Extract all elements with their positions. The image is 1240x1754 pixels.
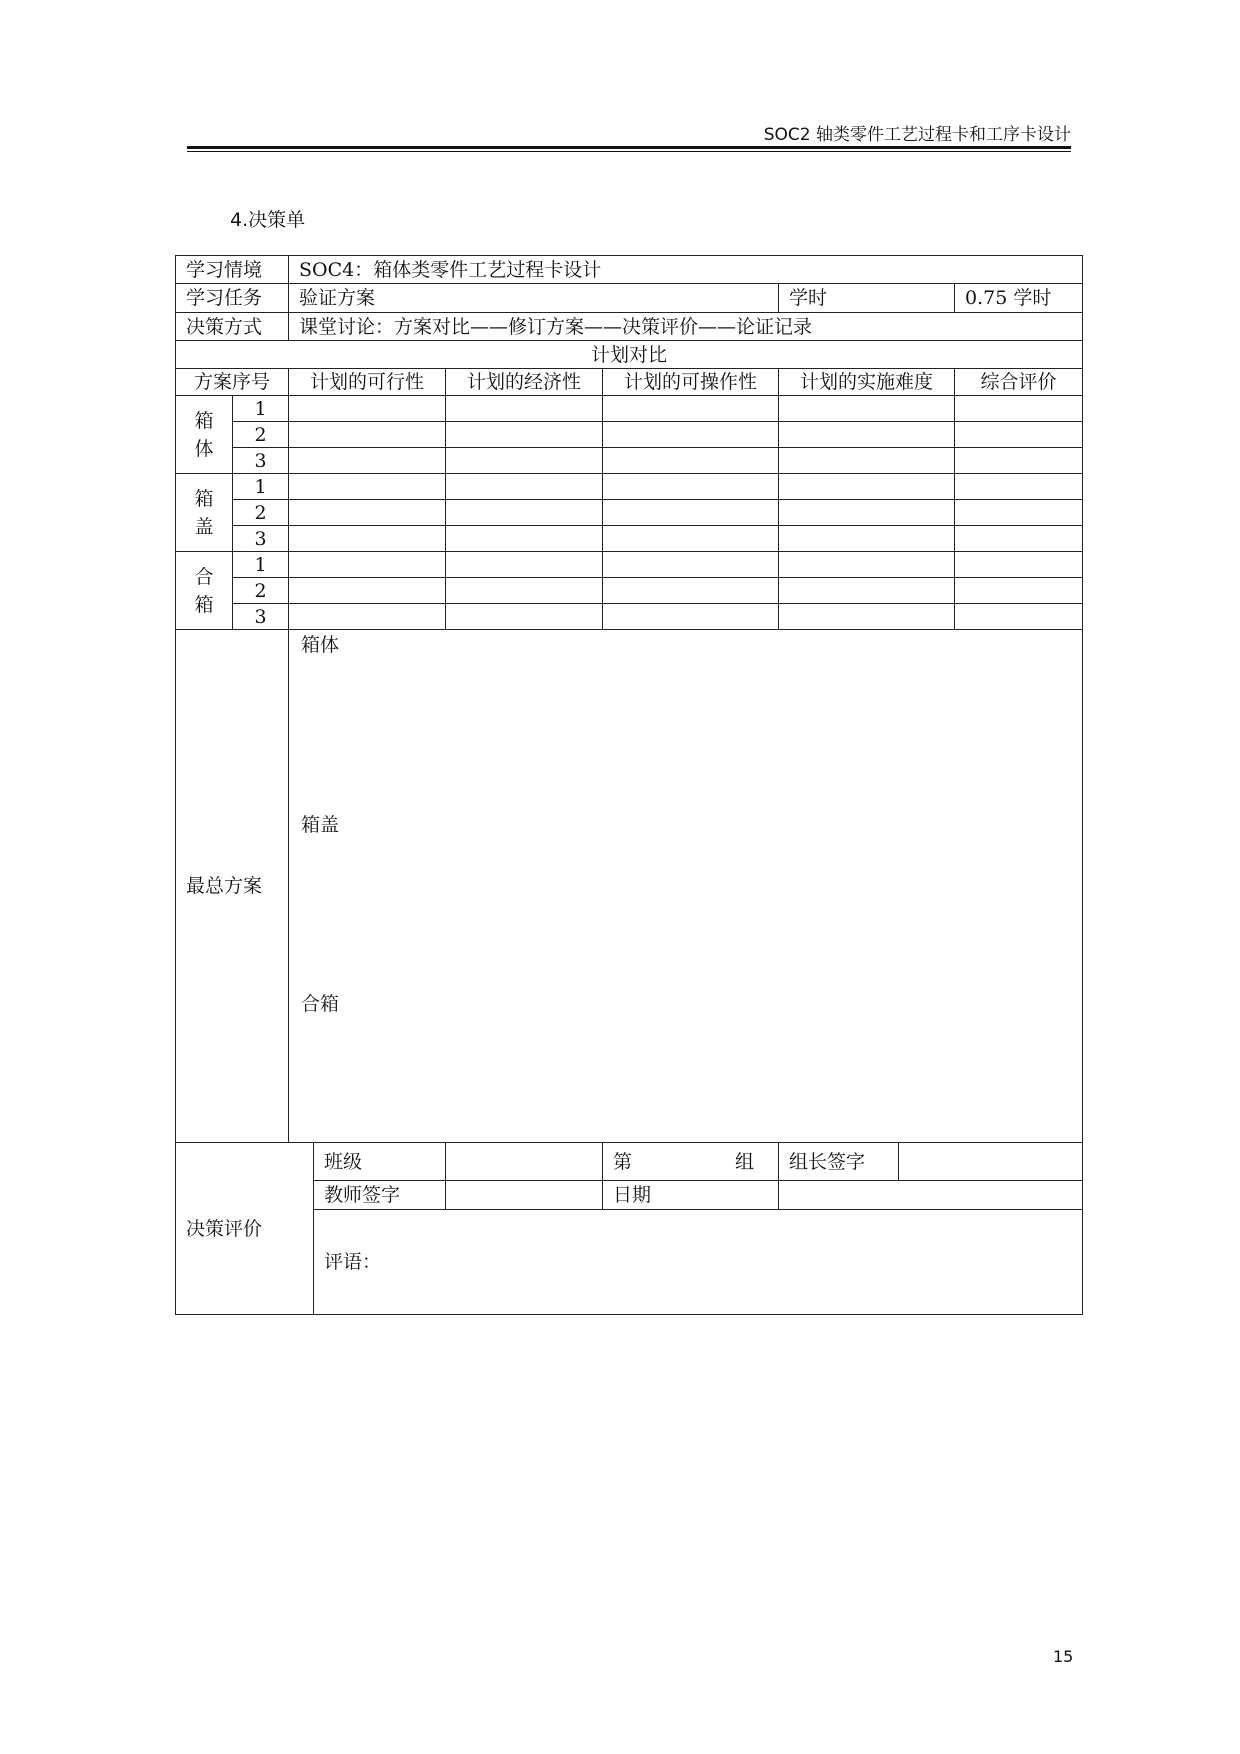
situation-value: SOC4：箱体类零件工艺过程卡设计 <box>289 256 1083 284</box>
group-label-box <box>176 474 233 552</box>
cell-difficulty <box>779 422 955 448</box>
cell-difficulty <box>779 526 955 552</box>
group-char: 箱 <box>194 409 214 432</box>
table-row <box>176 396 1083 422</box>
situation-row <box>176 256 1083 284</box>
group-label-box <box>176 396 233 474</box>
task-row <box>176 284 1083 313</box>
cell-operability <box>603 552 779 578</box>
final-item-cover: 箱盖 <box>301 814 340 836</box>
cell-feasibility <box>289 500 446 526</box>
cell-operability <box>603 578 779 604</box>
method-label: 决策方式 <box>176 313 289 341</box>
table-row <box>176 422 1083 448</box>
group-label-box <box>176 552 233 630</box>
teacher-sign-field[interactable] <box>446 1181 603 1210</box>
table-row <box>176 474 1083 500</box>
cell-overall <box>955 474 1083 500</box>
group-label-b: 组 <box>735 1150 755 1173</box>
cell-feasibility <box>289 474 446 500</box>
final-plan-area <box>289 630 1083 1143</box>
column-header-row <box>176 369 1083 396</box>
table-row <box>176 500 1083 526</box>
situation-label: 学习情境 <box>176 256 289 284</box>
cell-feasibility <box>289 526 446 552</box>
cell-feasibility <box>289 448 446 474</box>
row-number: 2 <box>233 422 289 448</box>
comment-area[interactable] <box>314 1210 1083 1315</box>
compare-title: 计划对比 <box>176 341 1083 369</box>
cell-difficulty <box>779 552 955 578</box>
method-value: 课堂讨论：方案对比——修订方案——决策评价——论证记录 <box>289 313 1083 341</box>
task-value: 验证方案 <box>289 284 779 313</box>
date-field[interactable] <box>779 1181 1083 1210</box>
header-rule-thick <box>187 146 1071 149</box>
column-header: 计划的可操作性 <box>603 369 779 396</box>
group-char: 合 <box>194 565 214 588</box>
section-title: 4.决策单 <box>230 209 306 231</box>
row-number: 3 <box>233 448 289 474</box>
cell-overall <box>955 578 1083 604</box>
compare-title-row <box>176 341 1083 369</box>
table-row <box>176 448 1083 474</box>
group-char: 体 <box>194 437 214 460</box>
hours-value: 0.75 学时 <box>955 284 1083 313</box>
eval-row-1 <box>176 1143 1083 1181</box>
cell-operability <box>603 422 779 448</box>
row-number: 1 <box>233 474 289 500</box>
cell-economy <box>446 396 603 422</box>
decision-form-table <box>175 255 1083 1315</box>
group-char: 箱 <box>194 487 214 510</box>
cell-economy <box>446 604 603 630</box>
row-number: 3 <box>233 604 289 630</box>
cell-operability <box>603 526 779 552</box>
cell-overall <box>955 396 1083 422</box>
group-char: 盖 <box>194 515 214 538</box>
eval-label: 决策评价 <box>176 1143 314 1315</box>
cell-economy <box>446 526 603 552</box>
cell-feasibility <box>289 396 446 422</box>
final-plan-label: 最总方案 <box>176 630 289 1143</box>
cell-economy <box>446 422 603 448</box>
header-rule-thin <box>187 151 1071 152</box>
column-header: 综合评价 <box>955 369 1083 396</box>
cell-feasibility <box>289 578 446 604</box>
table-row <box>176 552 1083 578</box>
cell-feasibility <box>289 604 446 630</box>
class-label: 班级 <box>314 1143 446 1181</box>
cell-difficulty <box>779 474 955 500</box>
row-number: 1 <box>233 552 289 578</box>
leader-sign-field[interactable] <box>899 1143 1083 1181</box>
task-label: 学习任务 <box>176 284 289 313</box>
cell-operability <box>603 604 779 630</box>
method-row <box>176 313 1083 341</box>
row-number: 3 <box>233 526 289 552</box>
leader-sign-label: 组长签字 <box>779 1143 899 1181</box>
group-label-a: 第 <box>613 1150 633 1173</box>
row-number: 1 <box>233 396 289 422</box>
group-char: 箱 <box>194 593 214 616</box>
cell-overall <box>955 500 1083 526</box>
teacher-sign-label: 教师签字 <box>314 1181 446 1210</box>
final-item-box: 箱体 <box>301 634 340 656</box>
cell-operability <box>603 500 779 526</box>
cell-feasibility <box>289 422 446 448</box>
comment-label: 评语： <box>324 1251 382 1273</box>
cell-overall <box>955 422 1083 448</box>
cell-economy <box>446 474 603 500</box>
row-number: 2 <box>233 500 289 526</box>
cell-difficulty <box>779 396 955 422</box>
class-field[interactable] <box>446 1143 603 1181</box>
cell-feasibility <box>289 552 446 578</box>
cell-overall <box>955 448 1083 474</box>
cell-operability <box>603 474 779 500</box>
cell-overall <box>955 604 1083 630</box>
cell-economy <box>446 448 603 474</box>
cell-difficulty <box>779 578 955 604</box>
table-row <box>176 578 1083 604</box>
cell-operability <box>603 396 779 422</box>
cell-difficulty <box>779 448 955 474</box>
cell-overall <box>955 526 1083 552</box>
date-label: 日期 <box>603 1181 779 1210</box>
table-row <box>176 604 1083 630</box>
cell-economy <box>446 500 603 526</box>
column-header: 计划的可行性 <box>289 369 446 396</box>
cell-economy <box>446 552 603 578</box>
cell-overall <box>955 552 1083 578</box>
page-number: 15 <box>1053 1647 1074 1666</box>
hours-label: 学时 <box>779 284 955 313</box>
cell-economy <box>446 578 603 604</box>
cell-operability <box>603 448 779 474</box>
cell-difficulty <box>779 500 955 526</box>
final-plan-row <box>176 630 1083 1143</box>
row-number: 2 <box>233 578 289 604</box>
header-title: SOC2 轴类零件工艺过程卡和工序卡设计 <box>763 125 1071 145</box>
column-header: 计划的实施难度 <box>779 369 955 396</box>
group-field[interactable] <box>603 1143 779 1181</box>
table-row <box>176 526 1083 552</box>
column-header: 计划的经济性 <box>446 369 603 396</box>
column-header: 方案序号 <box>176 369 289 396</box>
cell-difficulty <box>779 604 955 630</box>
final-item-assembly: 合箱 <box>301 993 340 1015</box>
